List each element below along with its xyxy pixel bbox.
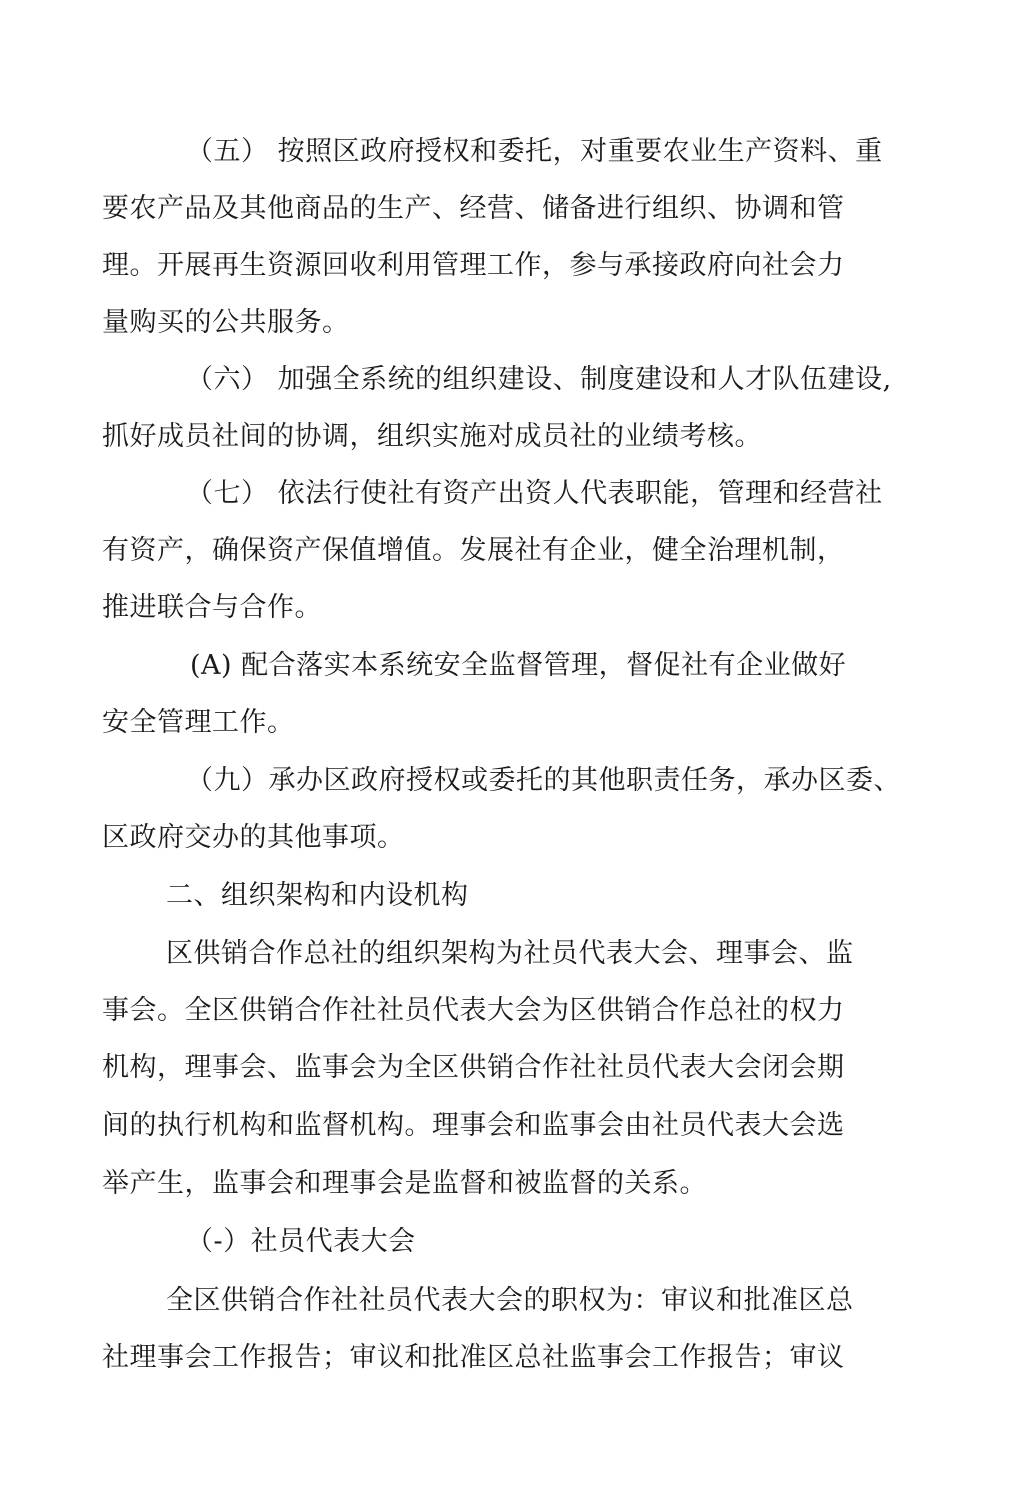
text-line: 推进联合与合作。 [102, 592, 322, 623]
text-line: （九）承办区政府授权或委托的其他职责任务，承办区委、 [186, 765, 901, 796]
text-line: 有资产，确保资产保值增值。发展社有企业，健全治理机制， [102, 535, 845, 566]
text-line: 全区供销合作社社员代表大会的职权为：审议和批准区总 [166, 1285, 854, 1316]
text-line: 理。开展再生资源回收利用管理工作，参与承接政府向社会力 [102, 250, 845, 281]
text-line: (A) 配合落实本系统安全监督管理，督促社有企业做好 [190, 650, 847, 681]
text-line: 区供销合作总社的组织架构为社员代表大会、理事会、监 [166, 938, 854, 969]
text-line: 抓好成员社间的协调，组织实施对成员社的业绩考核。 [102, 421, 762, 452]
text-line: 举产生，监事会和理事会是监督和被监督的关系。 [102, 1168, 707, 1199]
text-line: （六） 加强全系统的组织建设、制度建设和人才队伍建设, [186, 364, 892, 395]
text-line: 间的执行机构和监督机构。理事会和监事会由社员代表大会选 [102, 1110, 845, 1141]
text-line: 事会。全区供销合作社社员代表大会为区供销合作总社的权力 [102, 995, 845, 1026]
text-line: （五） 按照区政府授权和委托，对重要农业生产资料、重 [186, 136, 883, 167]
text-line: 要农产品及其他商品的生产、经营、储备进行组织、协调和管 [102, 193, 845, 224]
text-line: 社理事会工作报告；审议和批准区总社监事会工作报告；审议 [102, 1342, 845, 1373]
text-line: 安全管理工作。 [102, 707, 295, 738]
section-heading: 二、组织架构和内设机构 [166, 880, 469, 911]
text-line: 机构，理事会、监事会为全区供销合作社社员代表大会闭会期 [102, 1052, 845, 1083]
subsection-heading: （-）社员代表大会 [186, 1226, 416, 1257]
text-line: 区政府交办的其他事项。 [102, 822, 405, 853]
text-line: （七） 依法行使社有资产出资人代表职能，管理和经营社 [186, 478, 883, 509]
text-line: 量购买的公共服务。 [102, 307, 350, 338]
